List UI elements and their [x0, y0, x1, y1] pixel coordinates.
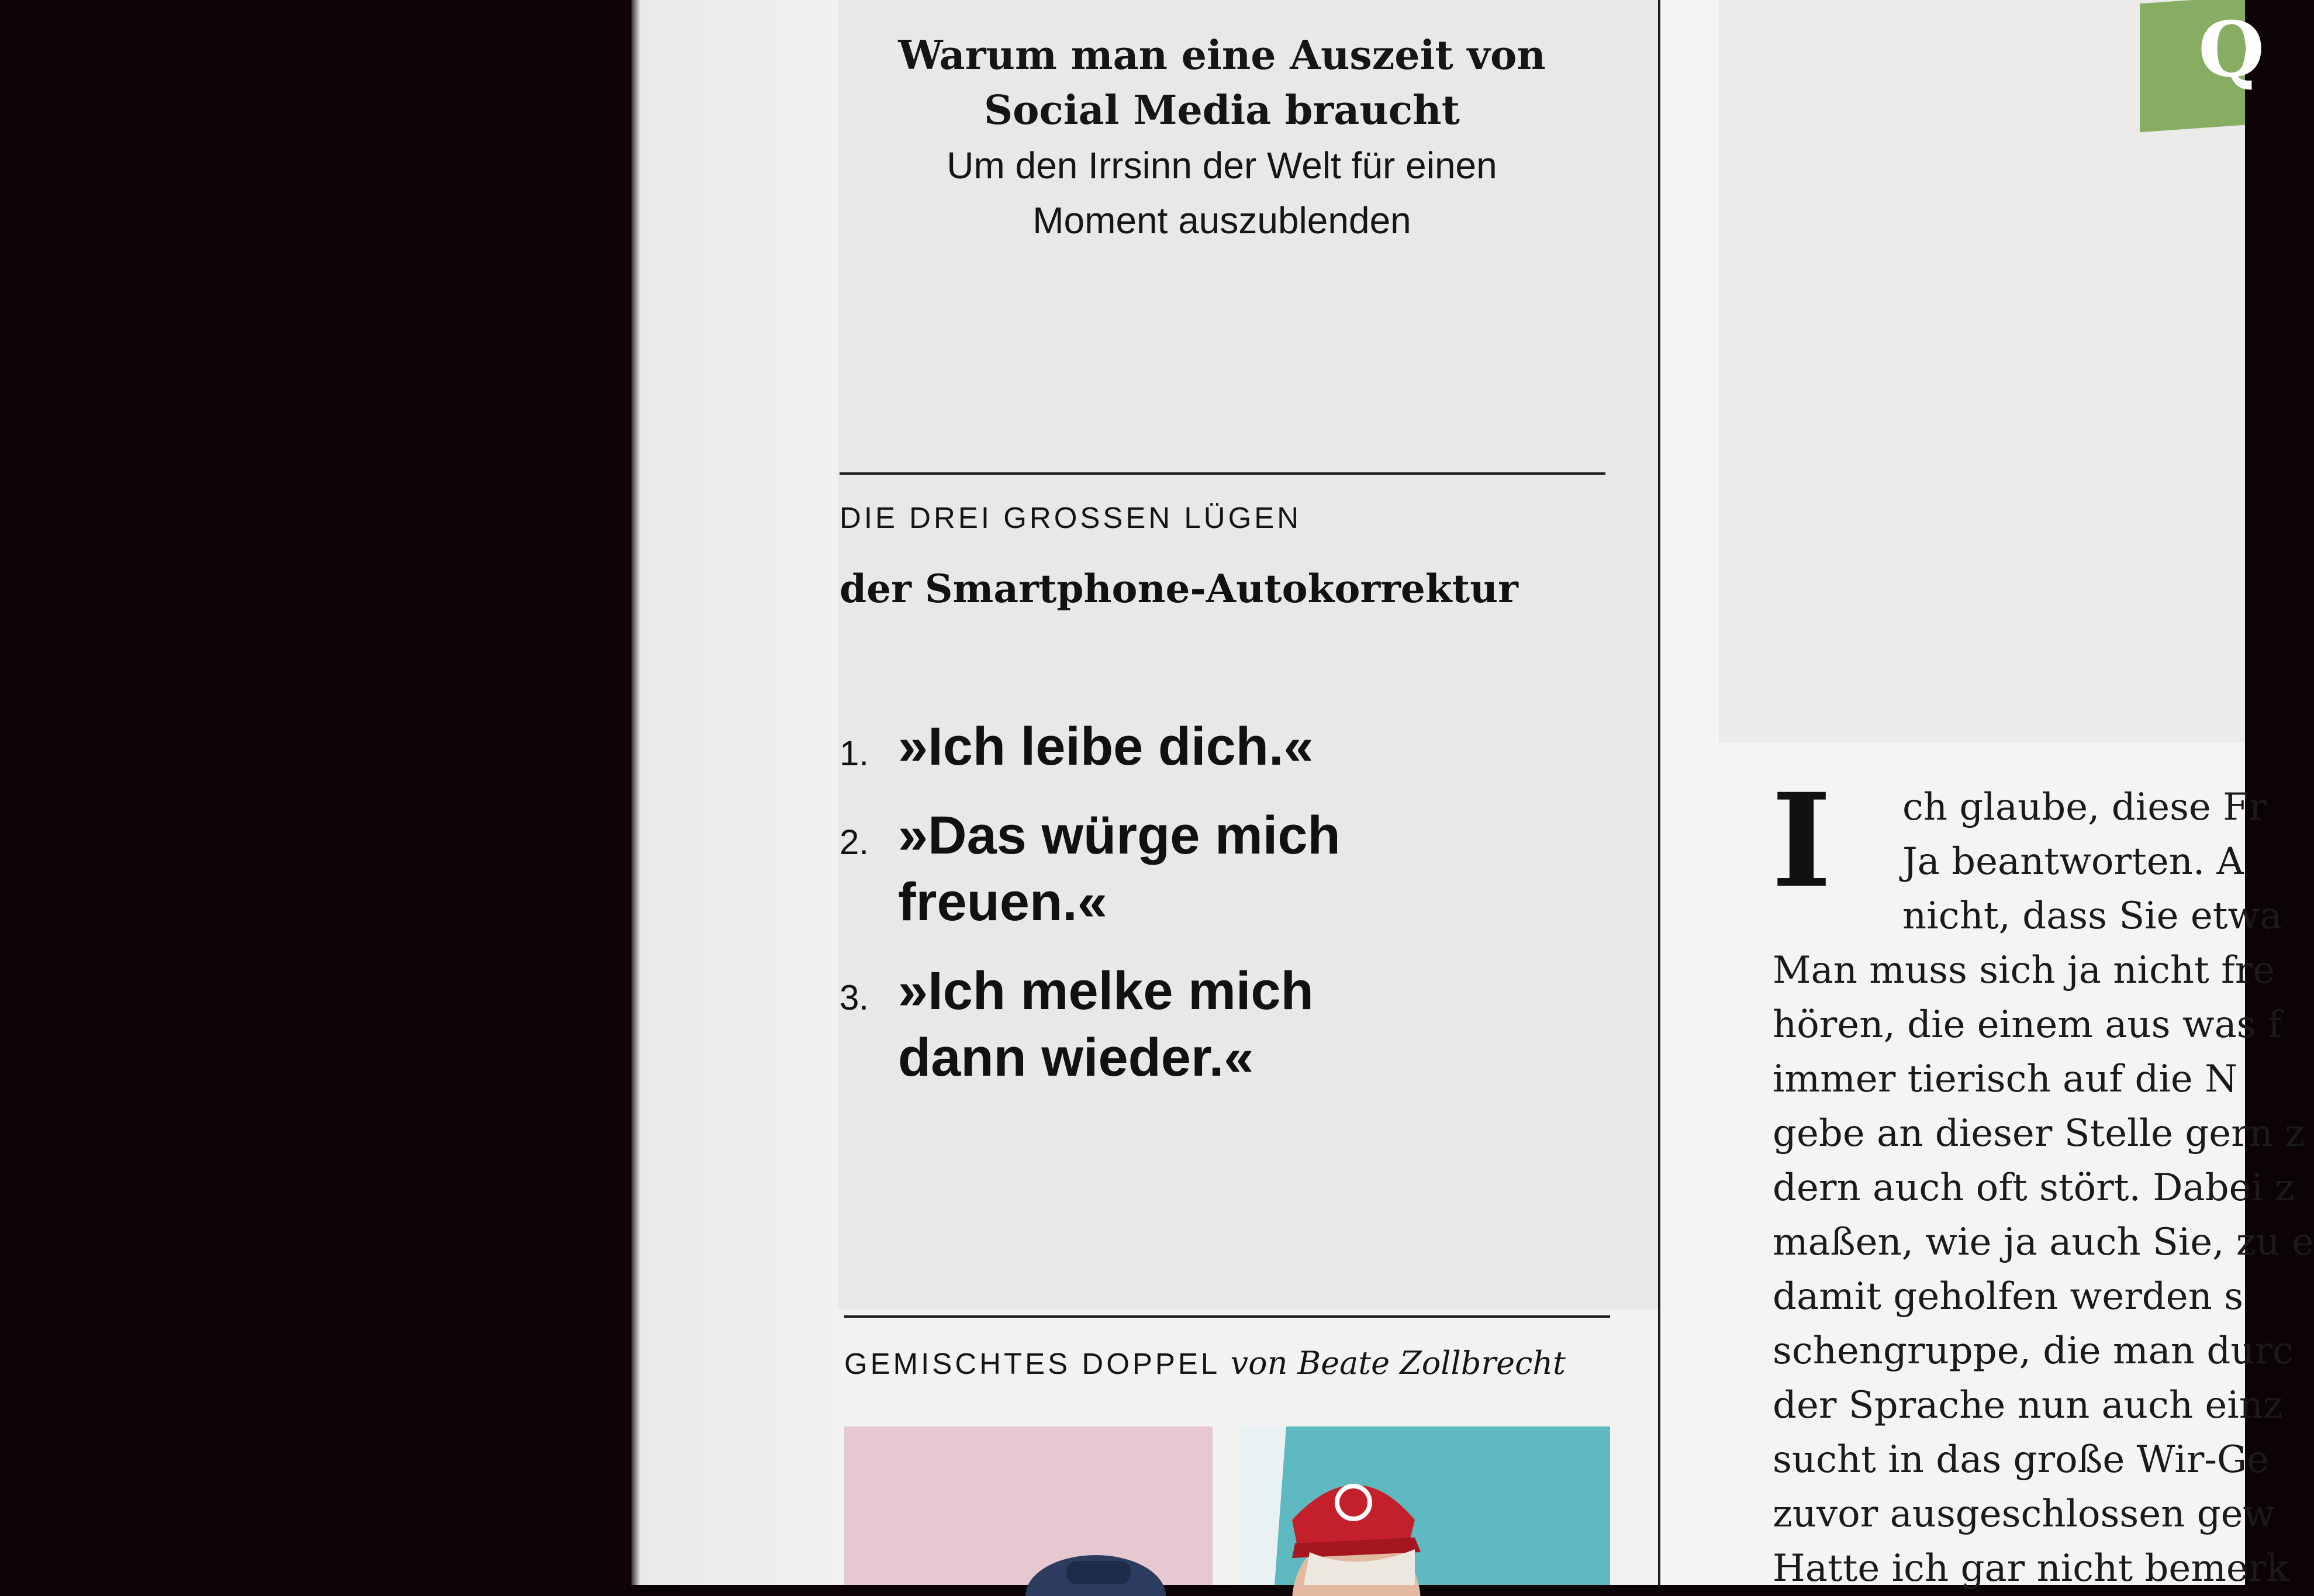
article-line: dern auch oft stört. Dabei z — [1773, 1166, 2295, 1210]
page-spine — [631, 0, 640, 1585]
section-rule-bottom — [844, 1315, 1610, 1318]
list-item — [840, 713, 1483, 780]
photo-left — [844, 1426, 1213, 1585]
article-line: ch glaube, diese Fr — [1902, 786, 2267, 829]
article-line: schengruppe, die man durc — [1773, 1329, 2294, 1373]
column-divider — [1658, 0, 1660, 1585]
list-number: 2. — [840, 823, 869, 862]
article-line: Ja beantworten. A — [1902, 840, 2244, 883]
quote-line: dann wieder.« — [898, 1028, 1254, 1087]
quote-line: freuen.« — [898, 872, 1107, 932]
article-line: sucht in das große Wir-Ge — [1773, 1438, 2269, 1481]
article-line: immer tierisch auf die N — [1773, 1058, 2238, 1101]
article-body — [1771, 765, 2314, 1596]
section-logo-icon: Q — [2198, 5, 2265, 94]
teaser-title-line1: Warum man eine Auszeit von — [898, 32, 1546, 79]
doppel-kicker: GEMISCHTES DOPPEL — [844, 1347, 1220, 1380]
list-quote — [898, 958, 1412, 1091]
article-line: gebe an dieser Stelle gern z — [1773, 1112, 2305, 1155]
teaser-subtitle-line2: Moment auszublenden — [1032, 199, 1411, 241]
list-number: 1. — [840, 734, 869, 773]
article-line: Hatte ich gar nicht bemerk — [1773, 1547, 2289, 1590]
quote-line: »Ich leibe dich.« — [898, 717, 1314, 776]
article-line: zuvor ausgeschlossen gew — [1773, 1493, 2275, 1536]
article-line: hören, die einem aus was f — [1773, 1003, 2282, 1046]
list-quote — [898, 802, 1412, 935]
article-line: der Sprache nun auch einz — [1773, 1384, 2283, 1427]
list-item — [840, 958, 1483, 1091]
lies-subhead: der Smartphone-Autokorrektur — [840, 566, 1518, 612]
lies-kicker: DIE DREI GROSSEN LÜGEN — [840, 501, 1302, 534]
photo-left-illustration — [844, 1426, 1213, 1585]
page-margin — [640, 0, 838, 1585]
photo-right-illustration — [1239, 1426, 1610, 1585]
article-line: Man muss sich ja nicht fre — [1773, 949, 2275, 992]
teaser-title-line2: Social Media braucht — [983, 87, 1460, 134]
teaser — [865, 28, 1579, 248]
quote-line: »Ich melke mich — [898, 961, 1314, 1021]
doppel-byline: von Beate Zollbrecht — [1230, 1345, 1566, 1381]
photo-right — [1239, 1426, 1610, 1585]
scanner-background — [0, 0, 637, 1585]
doppel-heading — [844, 1345, 1566, 1381]
list-number: 3. — [840, 978, 869, 1017]
article-line: damit geholfen werden s — [1773, 1275, 2244, 1318]
list-quote — [898, 713, 1412, 780]
section-rule-top — [840, 472, 1605, 475]
list-item — [840, 802, 1483, 935]
article-line: maßen, wie ja auch Sie, zu e — [1773, 1221, 2314, 1264]
lies-list — [840, 713, 1483, 1113]
article-dropcap: I — [1771, 765, 1832, 916]
teaser-subtitle-line1: Um den Irrsinn der Welt für einen — [947, 144, 1497, 186]
quote-line: »Das würge mich — [898, 806, 1341, 865]
article-line: nicht, dass Sie etwa — [1902, 894, 2282, 938]
